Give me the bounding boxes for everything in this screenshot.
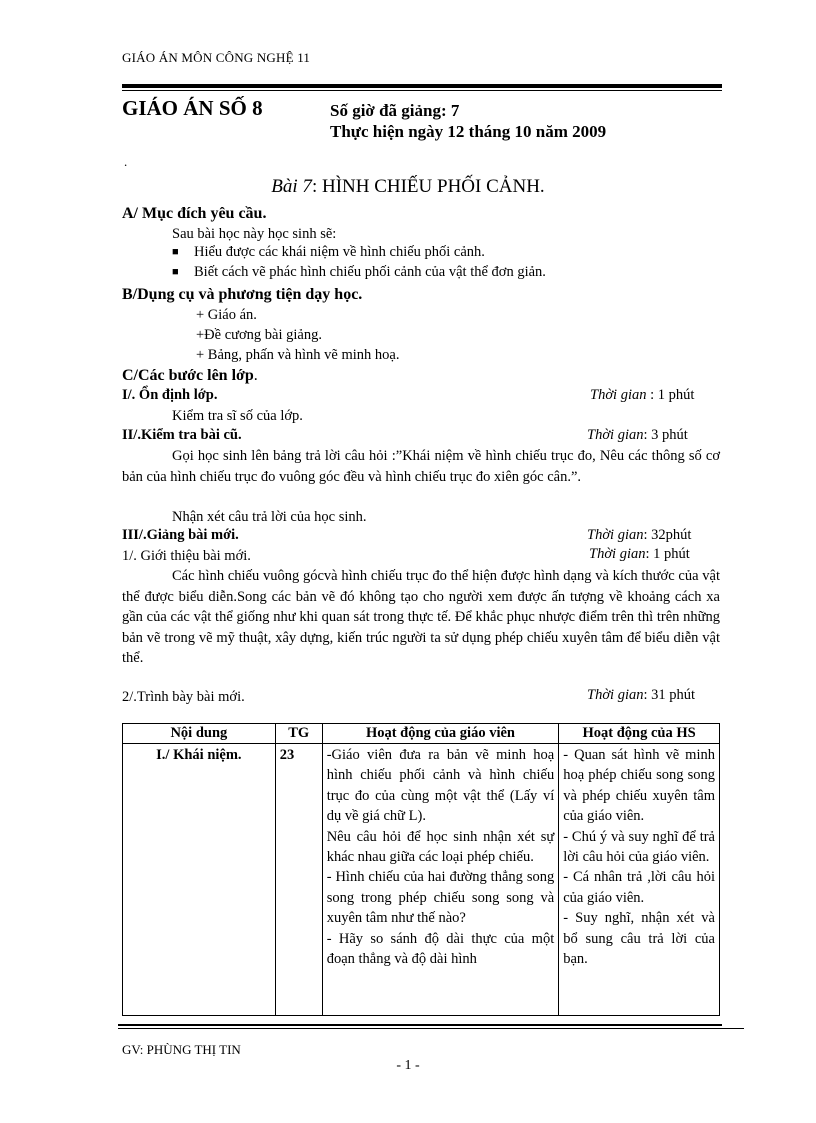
table-header-row bbox=[123, 724, 720, 744]
header-rule-thin bbox=[122, 90, 722, 91]
step2-time: Thời gian: 3 phút bbox=[587, 427, 688, 443]
lesson-title bbox=[0, 176, 816, 198]
step2-body2: Nhận xét câu trả lời của học sinh. bbox=[172, 509, 367, 525]
cell-content: I./ Khái niệm. bbox=[123, 744, 276, 1016]
step3-time: Thời gian: 32phút bbox=[587, 527, 692, 543]
stray-dot: . bbox=[124, 154, 128, 169]
cell-teacher-activity: -Giáo viên đưa ra bản vẽ minh hoạ hình chiếu phối cảnh và hình chiếu trục đo của cùng một vật thể (Lấy ví dụ về giá chữ L). Nêu câu hỏi để học sinh nhận xét sự khác nhau giữa các loại phép chiếu. - Hình chiếu của hai đường thẳng song song trong phép chiếu song song và xuyên tâm như thế nào? - Hãy so sánh độ dài thực của một đoạn thẳng và độ dài hình bbox=[322, 744, 559, 1016]
section-b-item: + Giáo án. bbox=[196, 307, 257, 323]
section-a-heading: A/ Mục đích yêu cầu. bbox=[122, 205, 267, 222]
lesson-activity-table bbox=[122, 723, 720, 1016]
section-c-heading: C/Các bước lên lớp. bbox=[122, 367, 258, 384]
footer-rule-thin bbox=[118, 1028, 744, 1029]
table-row bbox=[123, 744, 720, 1016]
lesson-title-prefix: Bài 7 bbox=[271, 176, 312, 197]
step3-sub1-time: Thời gian: 1 phút bbox=[589, 546, 690, 562]
bullet-icon: ■ bbox=[172, 266, 179, 278]
bullet-icon: ■ bbox=[172, 246, 179, 258]
document-header: GIÁO ÁN MÔN CÔNG NGHỆ 11 bbox=[122, 50, 311, 65]
step2-body: Gọi học sinh lên bảng trả lời câu hỏi :”Khái niệm về hình chiếu trục đo, Nêu các thông số cơ bản của hình chiếu trục đo vuông góc đều và hình chiếu trục đo xiên góc cân.”. bbox=[122, 448, 720, 485]
section-a-bullet: ■ Biết cách vẽ phác hình chiếu phối cảnh của vật thể đơn giản. bbox=[172, 264, 546, 280]
col-header-student: Hoạt động của HS bbox=[559, 724, 720, 744]
footer-rule-thick bbox=[118, 1024, 722, 1026]
cell-tg: 23 bbox=[275, 744, 322, 1016]
page-number: - 1 - bbox=[396, 1058, 420, 1073]
header-rule-thick bbox=[122, 84, 722, 88]
section-b-item: +Đề cương bài giảng. bbox=[196, 327, 322, 343]
lesson-number: GIÁO ÁN SỐ 8 bbox=[122, 96, 263, 120]
col-header-teacher: Hoạt động của giáo viên bbox=[322, 724, 559, 744]
step3-title: III/.Giảng bài mới. bbox=[122, 527, 239, 543]
teacher-name: GV: PHÙNG THỊ TIN bbox=[122, 1042, 241, 1057]
cell-student-activity: - Quan sát hình vẽ minh hoạ phép chiếu song song và phép chiếu xuyên tâm của giáo viên. - Chú ý và suy nghĩ để trả lời câu hỏi của giáo viên. - Cá nhân trả ,lời câu hỏi của giáo viên. - Suy nghĩ, nhận xét và bổ sung câu trả lời của bạn. bbox=[559, 744, 720, 1016]
step3-intro-body: Các hình chiếu vuông gócvà hình chiếu trục đo thể hiện được hình dạng và kích thước của vật thể được biểu diễn.Song các bản vẽ đó không tạo cho người xem được ấn tượng về khoảng cách xa gần của các vật thể giống như khi quan sát trong thực tế. Để khắc phục nhược điểm trên thì trên những bản vẽ trong vẽ mỹ thuật, xây dựng, kiến trúc người ta sử dụng phép chiếu xuyên tâm để biểu diễn vật thể. bbox=[122, 568, 720, 666]
section-a-bullet: ■ Hiểu được các khái niệm về hình chiếu phối cảnh. bbox=[172, 244, 485, 260]
step3-sub1: 1/. Giới thiệu bài mới. bbox=[122, 548, 251, 564]
hours-taught: Số giờ đã giảng: 7 bbox=[330, 101, 460, 120]
col-header-tg: TG bbox=[275, 724, 322, 744]
step2-title: II/.Kiểm tra bài cũ. bbox=[122, 427, 242, 443]
col-header-content: Nội dung bbox=[123, 724, 276, 744]
lesson-date: Thực hiện ngày 12 tháng 10 năm 2009 bbox=[330, 122, 607, 141]
step1-body: Kiểm tra sĩ số của lớp. bbox=[172, 408, 303, 424]
step3-sub2: 2/.Trình bày bài mới. bbox=[122, 689, 245, 705]
step1-title: I/. Ổn định lớp. bbox=[122, 387, 218, 403]
section-a-intro: Sau bài học này học sinh sẽ: bbox=[172, 226, 337, 242]
section-b-heading: B/Dụng cụ và phương tiện dạy học. bbox=[122, 286, 363, 303]
step1-time: Thời gian : 1 phút bbox=[590, 387, 695, 403]
section-b-item: + Bảng, phấn và hình vẽ minh hoạ. bbox=[196, 347, 400, 363]
lesson-title-text: : HÌNH CHIẾU PHỐI CẢNH. bbox=[311, 176, 545, 197]
step3-sub2-time: Thời gian: 31 phút bbox=[587, 687, 696, 703]
